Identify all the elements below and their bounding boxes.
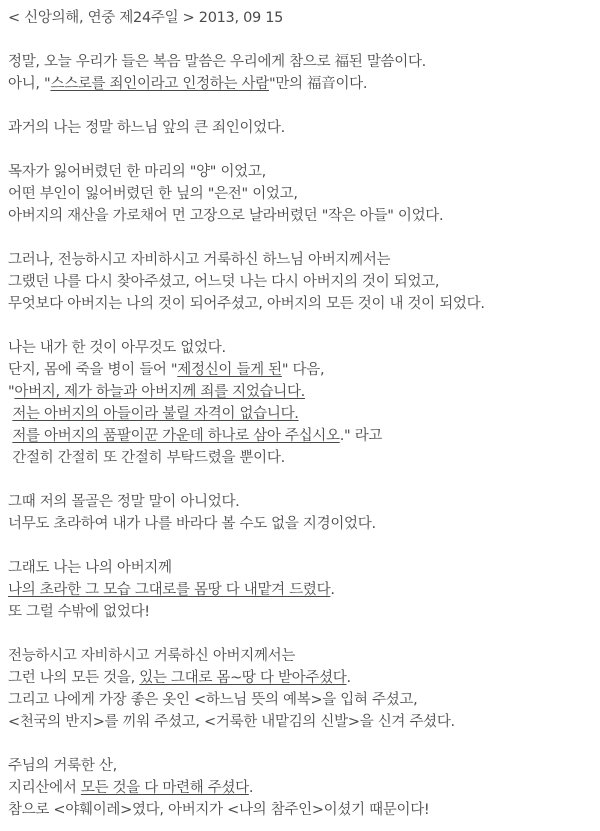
underlined-text: 모든 것을 다 마련해 주셨다 xyxy=(80,780,249,796)
text-line xyxy=(8,205,594,227)
underlined-text: 있는 그대로 몸~땅 다 받아주셨다 xyxy=(139,670,347,686)
text-line xyxy=(8,293,594,315)
paragraph-wretched-state xyxy=(8,491,594,535)
plain-text: 그러나, 전능하시고 자비하시고 거룩하신 하느님 아버지께서는 xyxy=(8,252,391,268)
paragraph-lost-things xyxy=(8,161,594,227)
plain-text: 그리고 나에게 가장 좋은 옷인 <하느님 뜻의 예복>을 입혀 주셨고, xyxy=(8,692,418,708)
text-line xyxy=(8,755,594,777)
underlined-text: 아버지, 제가 하늘과 아버지께 죄를 지었습니다. xyxy=(14,384,305,400)
plain-text: " 다음, xyxy=(281,362,325,378)
text-line xyxy=(8,51,594,73)
plain-text: . xyxy=(330,582,335,598)
text-line xyxy=(8,359,594,381)
text-line xyxy=(8,711,594,733)
plain-text: 나는 내가 한 것이 아무것도 없었다. xyxy=(8,340,226,356)
plain-text: 과거의 나는 정말 하느님 앞의 큰 죄인이었다. xyxy=(8,120,285,136)
text-line xyxy=(8,645,594,667)
plain-text: . xyxy=(248,780,254,796)
plain-text: "만의 福音이다. xyxy=(268,76,368,92)
text-line xyxy=(8,73,594,95)
plain-text: 그런 나의 모든 것을, xyxy=(8,670,140,686)
paragraph-holy-mountain xyxy=(8,755,594,821)
text-line xyxy=(8,403,594,425)
plain-text: 단지, 몸에 죽을 병이 들어 " xyxy=(8,362,178,378)
text-line xyxy=(8,667,594,689)
plain-text: <천국의 반지>를 끼워 주셨고, <거룩한 내맡김의 신발>을 신겨 주셨다. xyxy=(8,714,455,730)
plain-text: " xyxy=(8,384,15,400)
plain-text: 지리산에서 xyxy=(8,780,81,796)
text-line xyxy=(8,183,594,205)
text-line xyxy=(8,799,594,821)
text-line xyxy=(8,601,594,623)
plain-text: 그래도 나는 나의 아버지께 xyxy=(8,560,172,576)
text-line xyxy=(8,249,594,271)
plain-text: 간절히 간절히 또 간절히 부탁드렸을 뿐이다. xyxy=(8,450,285,466)
plain-text: 정말, 오늘 우리가 들은 복음 말씀은 우리에게 참으로 福된 말씀이다. xyxy=(8,54,426,70)
plain-text: 그때 저의 몰골은 정말 말이 아니었다. xyxy=(8,494,240,510)
paragraph-confession xyxy=(8,337,594,469)
paragraph-intro xyxy=(8,51,594,95)
underlined-text: 저를 아버지의 품팔이꾼 가운데 하나로 삼아 주십시오 xyxy=(12,428,340,444)
plain-text: 어떤 부인이 잃어버렸던 한 닢의 "은전" 이었고, xyxy=(8,186,298,202)
plain-text: ." 라고 xyxy=(339,428,383,444)
text-line xyxy=(8,271,594,293)
text-line xyxy=(8,447,594,469)
plain-text: 아니, " xyxy=(8,76,51,92)
text-line xyxy=(8,425,594,447)
plain-text: . xyxy=(346,670,351,686)
plain-text: 목자가 잃어버렸던 한 마리의 "양" 이었고, xyxy=(8,164,266,180)
text-line xyxy=(8,7,594,29)
paragraph-however-father xyxy=(8,249,594,315)
text-line xyxy=(8,337,594,359)
paragraph-past-sinner xyxy=(8,117,594,139)
text-line xyxy=(8,557,594,579)
underlined-text: 나의 초라한 그 모습 그대로를 몸땅 다 내맡겨 드렸다 xyxy=(8,582,331,598)
underlined-text: 저는 아버지의 아들이라 불릴 자격이 없습니다. xyxy=(12,406,299,422)
plain-text: 전능하시고 자비하시고 거룩하신 아버지께서는 xyxy=(8,648,296,664)
text-line xyxy=(8,491,594,513)
plain-text: 아버지의 재산을 가로채어 먼 고장으로 날라버렸던 "작은 아들" 이었다. xyxy=(8,208,444,224)
text-line xyxy=(8,513,594,535)
underlined-text: 제정신이 들게 된 xyxy=(177,362,282,378)
text-line xyxy=(8,579,594,601)
text-line xyxy=(8,689,594,711)
text-line xyxy=(8,381,594,403)
plain-text: 참으로 <야훼이레>였다, 아버지가 <나의 참주인>이셨기 때문이다! xyxy=(8,802,430,818)
plain-text: 그랬던 나를 다시 찾아주셨고, 어느덧 나는 다시 아버지의 것이 되었고, xyxy=(8,274,440,290)
plain-text: 무엇보다 아버지는 나의 것이 되어주셨고, 아버지의 모든 것이 내 것이 되었다. xyxy=(8,296,485,312)
text-line xyxy=(8,161,594,183)
plain-text: 또 그럴 수밖에 없었다! xyxy=(8,604,150,620)
underlined-text: 스스로를 죄인이라고 인정하는 사람 xyxy=(50,76,269,92)
text-line xyxy=(8,777,594,799)
title-line xyxy=(8,7,594,29)
plain-text: 주님의 거룩한 산, xyxy=(8,758,117,774)
plain-text: 너무도 초라하여 내가 나를 바라다 볼 수도 없을 지경이었다. xyxy=(8,516,376,532)
text-line xyxy=(8,117,594,139)
paragraph-surrender xyxy=(8,557,594,623)
paragraph-father-accepted xyxy=(8,645,594,733)
plain-text: < 신앙의해, 연중 제24주일 > 2013, 09 15 xyxy=(8,10,284,26)
